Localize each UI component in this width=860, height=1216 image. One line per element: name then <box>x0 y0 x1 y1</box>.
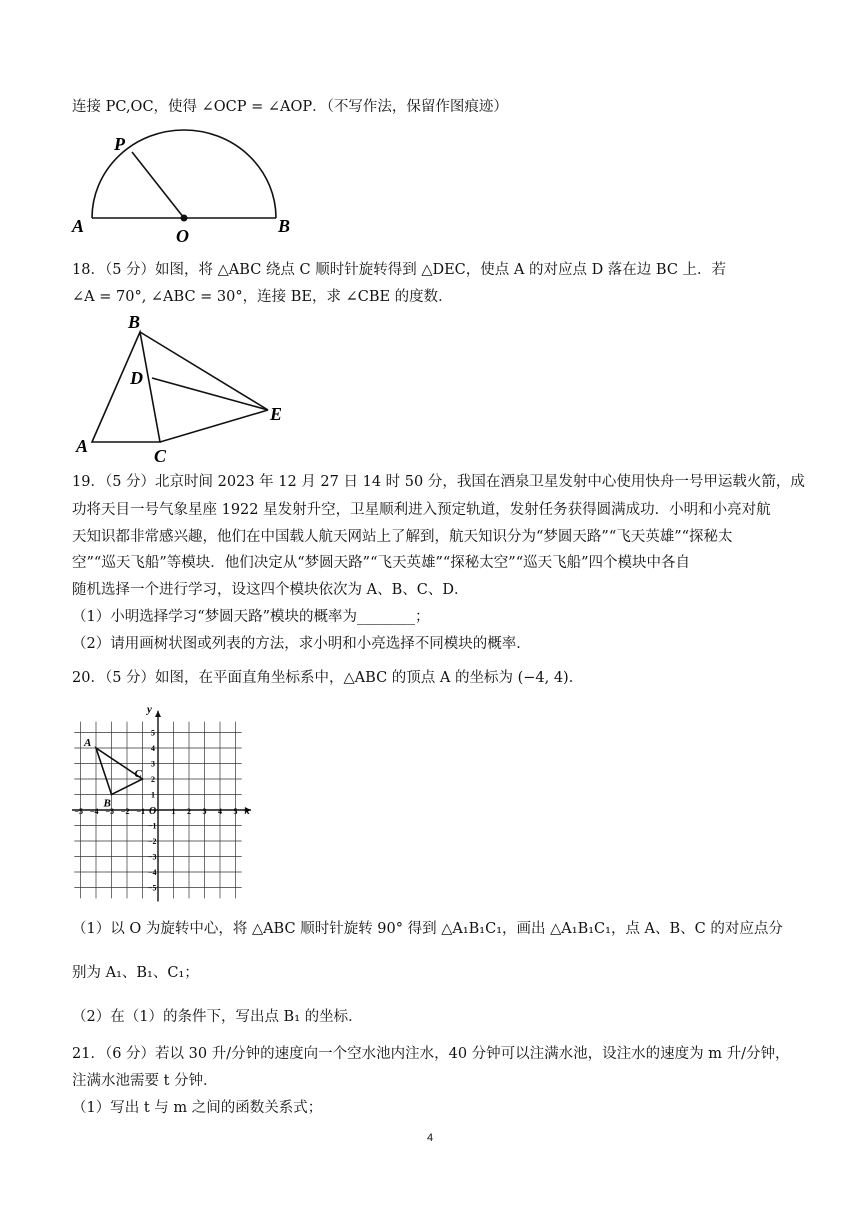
x-tick-label: −4 <box>90 807 99 816</box>
label-A: A <box>72 216 85 236</box>
q18-line1: 18．（5 分）如图，将 △ABC 绕点 C 顺时针旋转得到 △DEC，使点 A 的对应点 D 落在边 BC 上．若 <box>72 262 727 278</box>
x-tick-label: −1 <box>136 807 146 816</box>
label-P: P <box>114 134 125 154</box>
q19-line2: 功将天目一号气象星座 1922 星发射升空，卫星顺利进入预定轨道，发射任务获得圆满成功．小明和小亮对航 <box>72 502 771 518</box>
x-tick-label: −3 <box>105 807 115 816</box>
q19-line1: 19．（5 分）北京时间 2023 年 12 月 27 日 14 时 50 分，我国在酒泉卫星发射中心使用快舟一号甲运载火箭，成 <box>72 474 805 490</box>
label-B: B <box>128 312 141 332</box>
q21-line1: 21．（6 分）若以 30 升/分钟的速度向一个空水池内注水，40 分钟可以注满水池，设注水的速度为 m 升/分钟， <box>72 1046 790 1062</box>
label-B: B <box>278 216 291 236</box>
y-tick-label: 2 <box>151 775 155 784</box>
y-tick-label: −2 <box>148 837 157 846</box>
triangle-rotation-figure <box>72 312 302 472</box>
q20-sub2: （2）在（1）的条件下，写出点 B₁ 的坐标． <box>72 1009 363 1025</box>
q19-line4: 空”“巡天飞船”等模块．他们决定从“梦圆天路”“飞天英雄”“探秘太空”“巡天飞船”四个模块中各自 <box>72 555 691 571</box>
label-D: D <box>130 368 143 388</box>
semicircle-figure <box>70 128 300 246</box>
label-E: E <box>270 404 283 424</box>
q21-line2: 注满水池需要 t 分钟． <box>72 1073 218 1089</box>
y-tick-label: −5 <box>148 883 157 893</box>
q21-sub1: （1）写出 t 与 m 之间的函数关系式； <box>72 1100 323 1116</box>
y-tick-label: 4 <box>151 744 155 753</box>
y-tick-label: −3 <box>148 852 157 862</box>
q20-line1: 20．（5 分）如图，在平面直角坐标系中，△ABC 的顶点 A 的坐标为 (−4, 4)． <box>72 670 584 686</box>
q19-sub1: （1）小明选择学习“梦圆天路”模块的概率为________； <box>72 609 430 625</box>
label-O: O <box>176 226 189 246</box>
x-tick-label: 1 <box>171 807 176 816</box>
x-tick-label: 4 <box>218 807 222 816</box>
page-number: 4 <box>426 1132 434 1144</box>
y-tick-label: 5 <box>151 728 155 738</box>
x-tick-label: −2 <box>121 807 130 816</box>
x-tick-label: 5 <box>233 807 238 816</box>
y-tick-label: −1 <box>148 821 157 831</box>
x-tick-label: 2 <box>187 807 191 816</box>
label-C: C <box>154 446 167 466</box>
q19-line5: 随机选择一个进行学习，设这四个模块依次为 A、B、C、D． <box>72 582 469 598</box>
point-label-A: A <box>84 737 92 749</box>
y-tick-label: 3 <box>151 759 155 769</box>
y-tick-label: 1 <box>151 790 155 800</box>
point-label-B: B <box>103 797 111 810</box>
x-axis-label: x <box>244 806 250 817</box>
q19-sub2: （2）请用画树状图或列表的方法，求小明和小亮选择不同模块的概率． <box>72 636 531 652</box>
y-tick-label: −4 <box>148 868 157 877</box>
point-label-C: C <box>134 768 142 780</box>
coordinate-grid-figure <box>72 702 272 902</box>
q19-line3: 天知识都非常感兴趣，他们在中国载人航天网站上了解到，航天知识分为“梦圆天路”“飞天英雄”“探秘太 <box>72 529 733 545</box>
origin-label: O <box>149 806 157 817</box>
y-axis-label: y <box>147 703 152 716</box>
q18-line2: ∠A = 70°, ∠ABC = 30°，连接 BE，求 ∠CBE 的度数． <box>72 289 453 305</box>
x-tick-label: 3 <box>202 807 207 816</box>
x-tick-label: −5 <box>74 807 84 816</box>
label-A: A <box>76 436 89 456</box>
y-axis-arrow <box>155 711 161 717</box>
q20-sub1-line1: （1）以 O 为旋转中心，将 △ABC 顺时针旋转 90° 得到 △A₁B₁C₁，画出 △A₁B₁C₁，点 A、B、C 的对应点分 <box>72 921 783 937</box>
q17-text: 连接 PC,OC，使得 ∠OCP = ∠AOP．（不写作法，保留作图痕迹） <box>72 99 508 115</box>
q20-sub1-line2: 别为 A₁、B₁、C₁； <box>72 965 199 981</box>
